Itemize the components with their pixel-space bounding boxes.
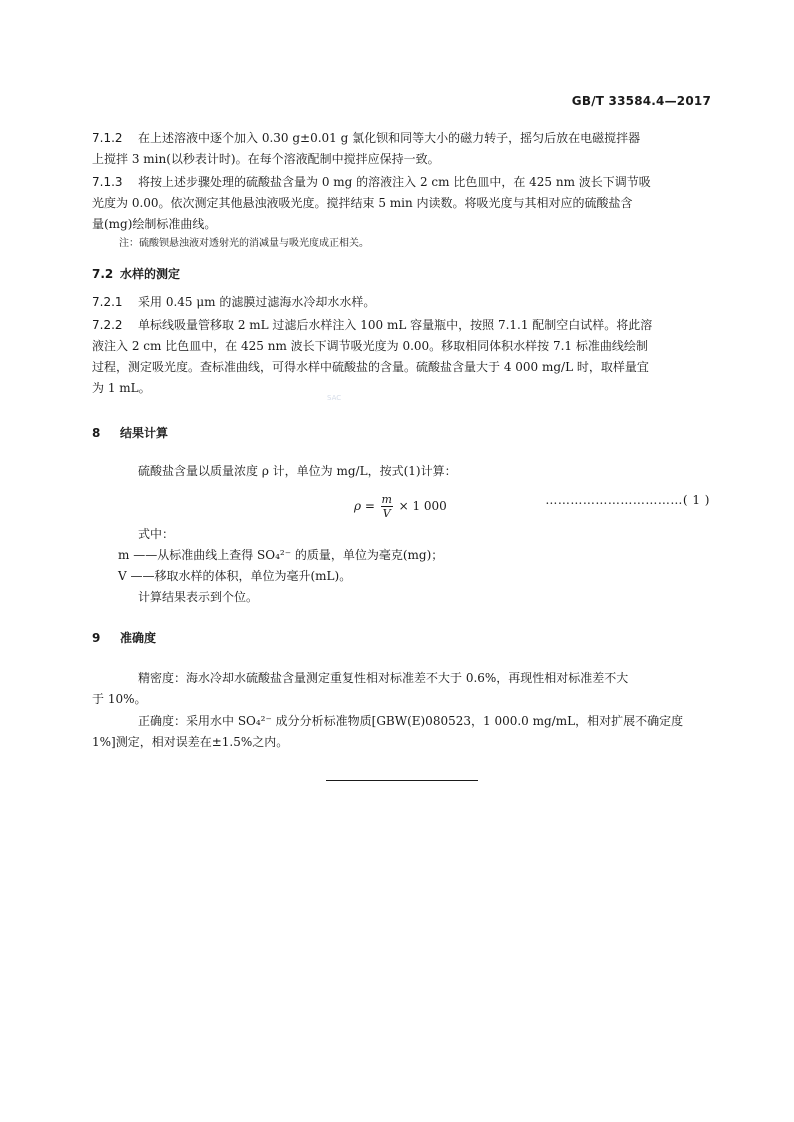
paragraph-line: 精密度：海水冷却水硫酸盐含量测定重复性相对标准差不大于 0.6%，再现性相对标准差不大 <box>138 671 629 685</box>
clause-text: 液注入 2 cm 比色皿中，在 425 nm 波长下调节吸光度为 0.00。移取相同体积水样按 7.1 标准曲线绘制 <box>92 339 648 353</box>
calculation-intro: 硫酸盐含量以质量浓度 ρ 计，单位为 mg/L，按式(1)计算： <box>138 464 457 478</box>
section-heading-7-2 <box>92 264 710 285</box>
formula-lhs: ρ = <box>354 499 375 513</box>
clause-number: 7.1.2 <box>92 131 123 145</box>
clause-text: 为 1 mL。 <box>92 381 151 395</box>
paragraph-line: 1%]测定，相对误差在±1.5%之内。 <box>92 735 289 749</box>
clause-text: 过程，测定吸光度。查标准曲线，可得水样中硫酸盐的含量。硫酸盐含量大于 4 000 mg/L 时，取样量宜 <box>92 360 649 374</box>
definition-v: V ——移取水样的体积，单位为毫升(mL)。 <box>118 569 352 583</box>
clause-7-1-2 <box>92 128 710 170</box>
clause-text: 在上述溶液中逐个加入 0.30 g±0.01 g 氯化钡和同等大小的磁力转子，摇匀后放在电磁搅拌器 <box>138 131 641 145</box>
clause-text: 量(mg)绘制标准曲线。 <box>92 217 217 231</box>
clause-7-2-2 <box>92 315 710 399</box>
equation-number: ……………………………( 1 ) <box>545 493 710 507</box>
definition-m: m ——从标准曲线上查得 SO₄²⁻ 的质量，单位为毫克(mg)； <box>118 548 444 562</box>
clause-text: 单标线吸量管移取 2 mL 过滤后水样注入 100 mL 容量瓶中，按照 7.1.1 配制空白试样。将此溶 <box>138 318 653 332</box>
clause-7-1-3 <box>92 172 710 235</box>
clause-text: 采用 0.45 μm 的滤膜过滤海水冷却水水样。 <box>138 295 376 309</box>
formula-1 <box>354 493 447 520</box>
clause-number: 7.2.1 <box>92 295 123 309</box>
paragraph-line: 于 10%。 <box>92 692 147 706</box>
formula-rhs: × 1 000 <box>398 499 447 513</box>
end-of-document-rule <box>326 780 478 781</box>
clause-text: 上搅拌 3 min(以秒表计时)。在每个溶液配制中搅拌应保持一致。 <box>92 152 440 166</box>
clause-number: 7.2.2 <box>92 318 123 332</box>
clause-number: 7.1.3 <box>92 175 123 189</box>
section-title: 准确度 <box>120 631 157 645</box>
section-number: 7.2 <box>92 267 114 281</box>
section-title: 结果计算 <box>120 426 169 440</box>
fraction-denominator: V <box>382 507 391 520</box>
precision-paragraph <box>92 668 710 710</box>
rounding-rule: 计算结果表示到个位。 <box>138 590 259 604</box>
section-number: 8 <box>92 426 101 440</box>
formula-fraction <box>381 493 393 520</box>
fraction-numerator: m <box>381 493 392 506</box>
clause-text: 将按上述步骤处理的硫酸盐含量为 0 mg 的溶液注入 2 cm 比色皿中，在 425 nm 波长下调节吸 <box>138 175 651 189</box>
accuracy-paragraph <box>92 711 710 753</box>
standard-number-header: GB/T 33584.4—2017 <box>571 94 711 108</box>
clause-7-2-1 <box>92 292 710 313</box>
watermark-logo: SAC <box>327 394 342 402</box>
note: 注：硫酸钡悬浊液对透射光的消减量与吸光度成正相关。 <box>119 238 369 249</box>
section-heading-8 <box>92 423 710 444</box>
section-title: 水样的测定 <box>120 267 181 281</box>
section-heading-9 <box>92 628 710 649</box>
paragraph-line: 正确度：采用水中 SO₄²⁻ 成分分析标准物质[GBW(E)080523，1 000.0 mg/mL，相对扩展不确定度 <box>138 714 684 728</box>
where-label: 式中： <box>138 527 175 541</box>
clause-text: 光度为 0.00。依次测定其他悬浊液吸光度。搅拌结束 5 min 内读数。将吸光度与其相对应的硫酸盐含 <box>92 196 633 210</box>
section-number: 9 <box>92 631 101 645</box>
